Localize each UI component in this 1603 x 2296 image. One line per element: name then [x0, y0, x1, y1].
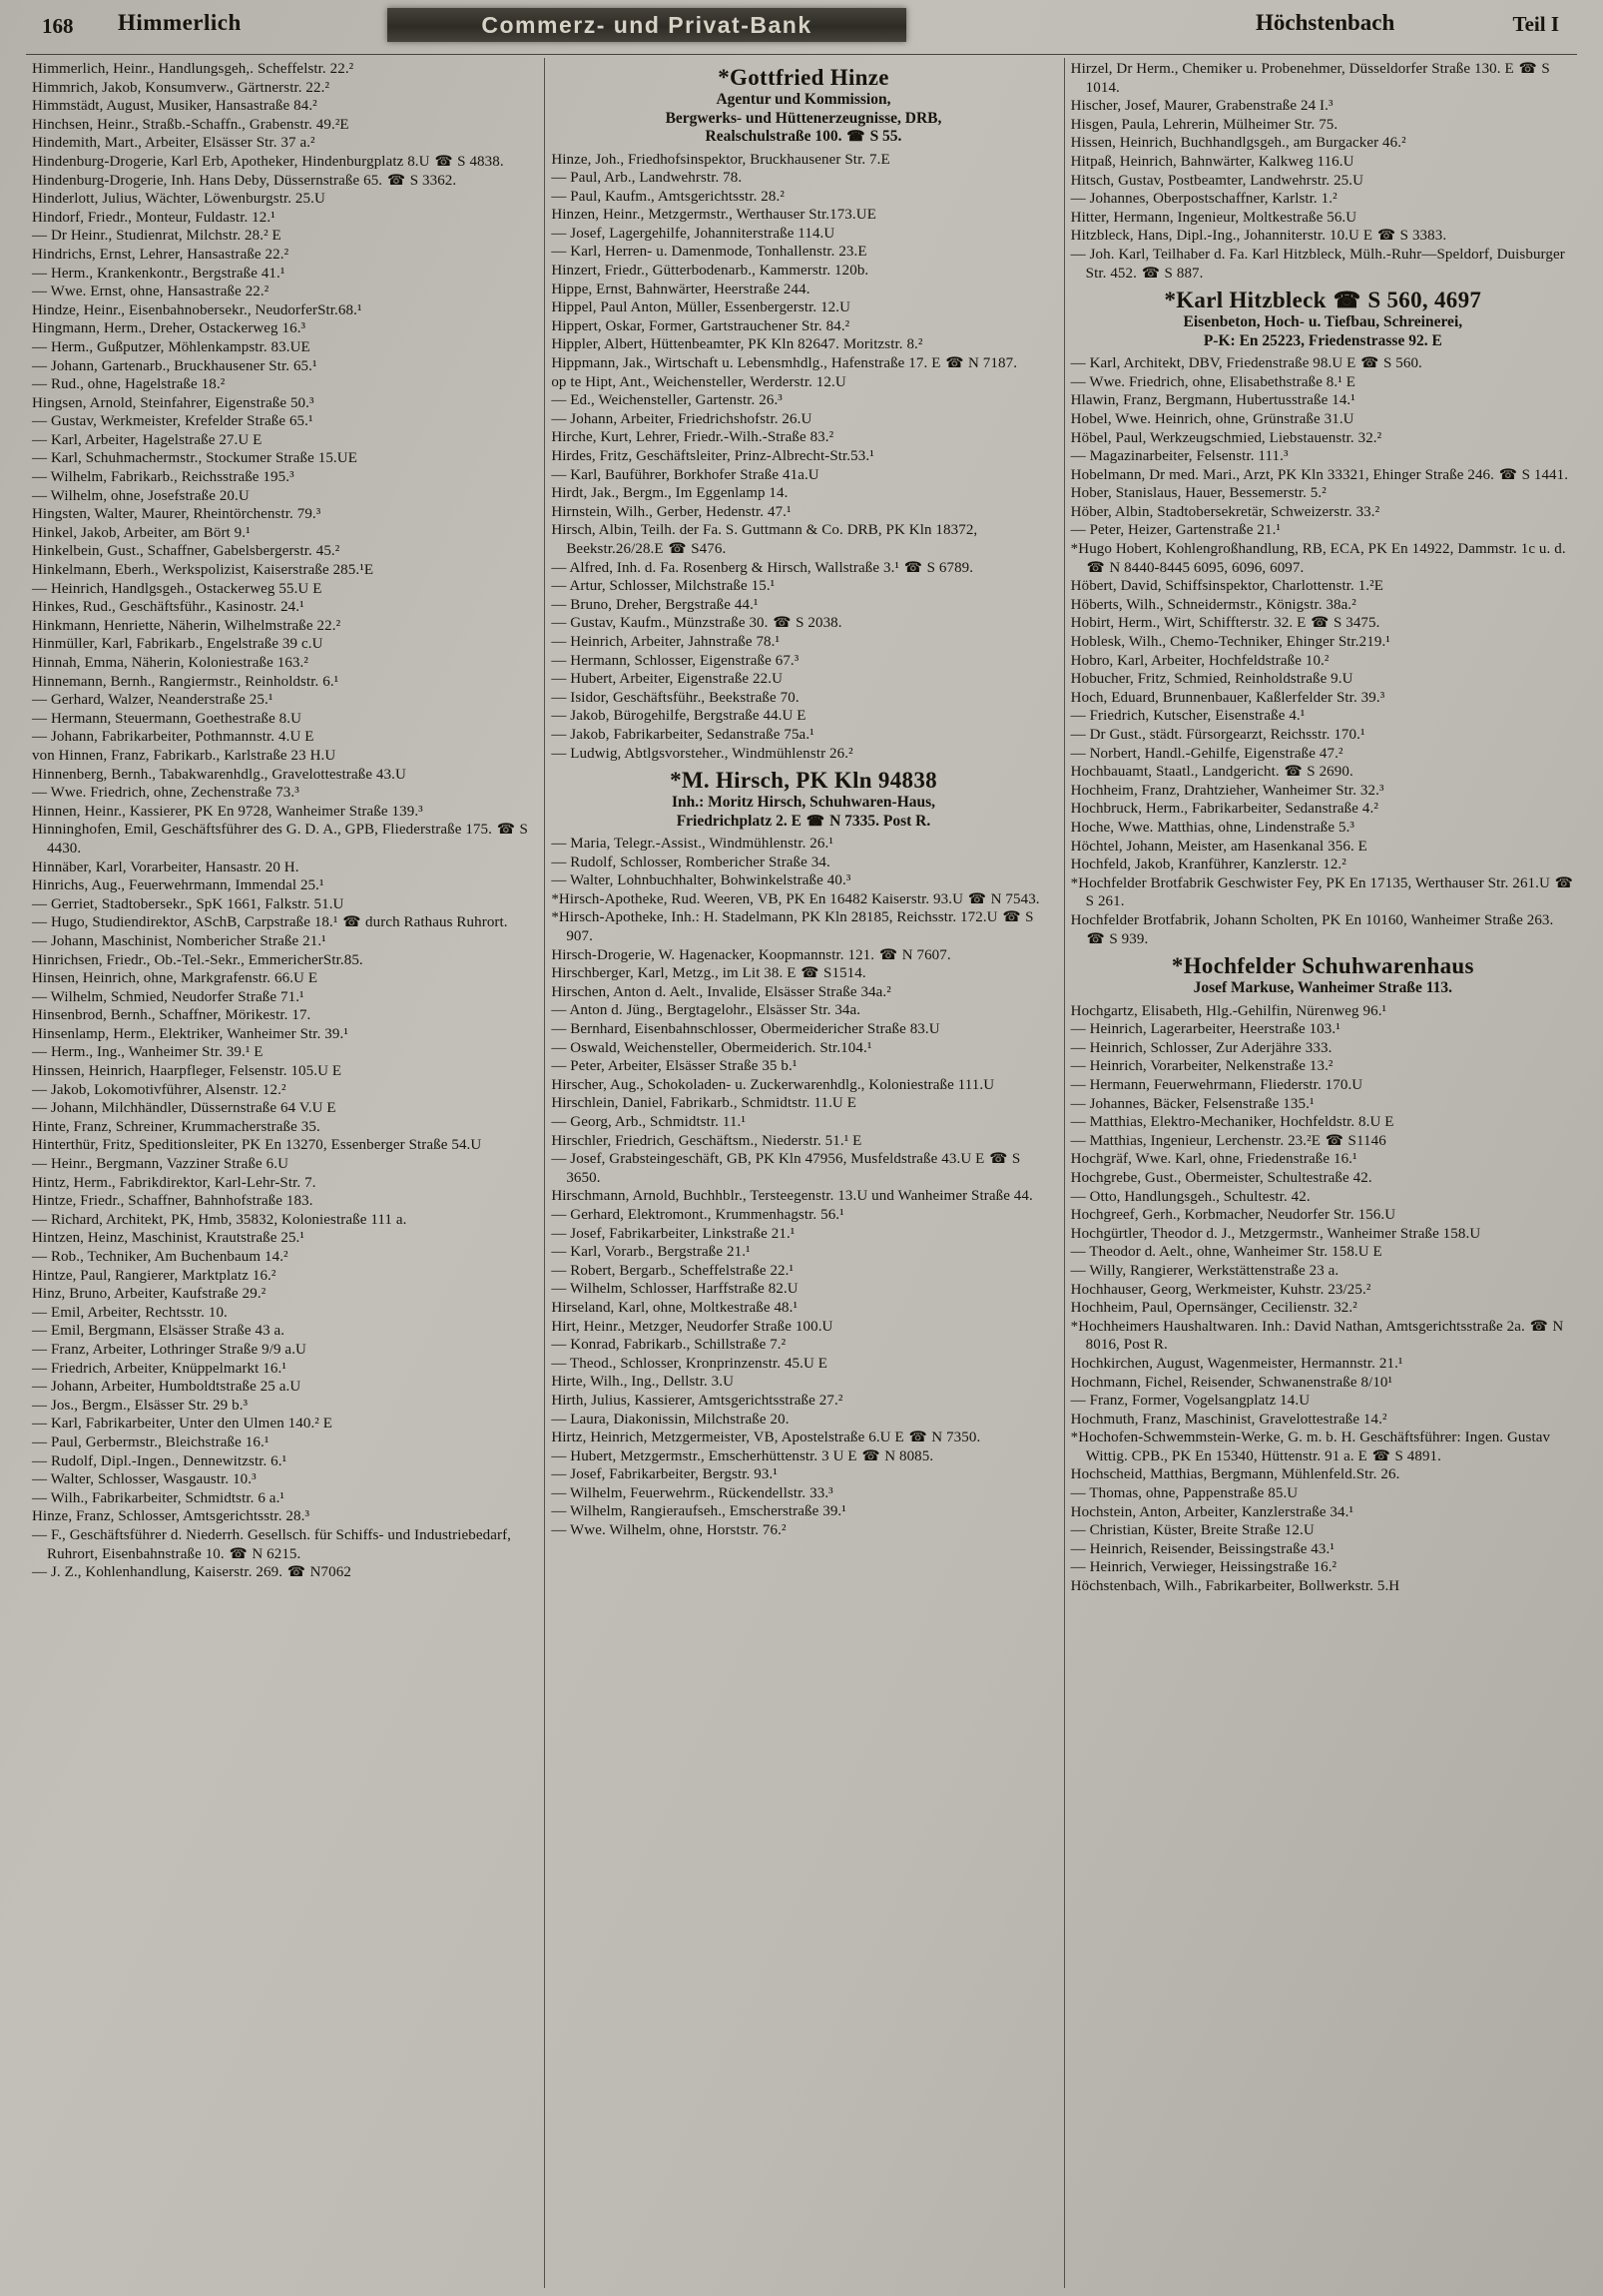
- ad-line: Bergwerks- und Hüttenerzeugnisse, DRB,: [665, 109, 942, 127]
- directory-entry: — Laura, Diakonissin, Milchstraße 20.: [551, 1411, 790, 1428]
- directory-entry: Hochbruck, Herm., Fabrikarbeiter, Sedanstraße 4.²: [1070, 801, 1378, 818]
- directory-entry: Hirscher, Aug., Schokoladen- u. Zuckerwarenhdlg., Koloniestraße 111.U: [551, 1076, 995, 1093]
- directory-entry: — Bruno, Dreher, Bergstraße 44.¹: [551, 596, 759, 613]
- directory-entry: — Oswald, Weichensteller, Obermeiderich. Str.104.¹: [551, 1039, 872, 1056]
- directory-entry: Hochkirchen, August, Wagenmeister, Hermannstr. 21.¹: [1070, 1355, 1403, 1372]
- directory-entry: Hindrichs, Ernst, Lehrer, Hansastraße 22.²: [32, 246, 289, 263]
- directory-entry: Hochgürtler, Theodor d. J., Metzgermstr., Wanheimer Straße 158.U: [1070, 1225, 1481, 1242]
- directory-entry: — Herm., Gußputzer, Möhlenkampstr. 83.UE: [32, 338, 310, 355]
- directory-entry: Hintzen, Heinz, Maschinist, Krautstraße 25.¹: [32, 1230, 304, 1247]
- directory-entry: Hinz, Bruno, Arbeiter, Kaufstraße 29.²: [32, 1286, 267, 1303]
- ad-line: Josef Markuse, Wanheimer Straße 113.: [1193, 979, 1453, 997]
- directory-entry: Hinsenbrod, Bernh., Schaffner, Mörikestr. 17.: [32, 1007, 311, 1024]
- phone-icon: ☎: [1371, 1447, 1390, 1464]
- directory-entry: Hirseland, Karl, ohne, Moltkestraße 48.¹: [551, 1299, 799, 1316]
- directory-entry: Hobirt, Herm., Wirt, Schiffterstr. 32. E ☎ S 3475.: [1070, 615, 1380, 632]
- directory-entry: Himmrich, Jakob, Konsumverw., Gärtnerstr. 22.²: [32, 79, 330, 96]
- directory-entry: — Peter, Heizer, Gartenstraße 21.¹: [1070, 522, 1282, 539]
- phone-icon: ☎: [1086, 930, 1105, 947]
- directory-entry: — Wilhelm, Fabrikarb., Reichsstraße 195.³: [32, 469, 294, 486]
- directory-entry: — J. Z., Kohlenhandlung, Kaiserstr. 269. ☎ N7062: [32, 1564, 351, 1581]
- directory-entry: Hochmuth, Franz, Maschinist, Gravelottestraße 14.²: [1070, 1411, 1387, 1428]
- directory-entry: Hoblesk, Wilh., Chemo-Techniker, Ehinger Str.219.¹: [1070, 634, 1390, 651]
- directory-entry: *Hochheimers Haushaltwaren. Inh.: David Nathan, Amtsgerichtsstraße 2a. ☎ N 8016, Post R.: [1070, 1318, 1564, 1354]
- directory-entry: — Jakob, Bürogehilfe, Bergstraße 44.U E: [551, 708, 806, 725]
- directory-entry: Hinzen, Heinr., Metzgermstr., Werthauser Str.173.UE: [551, 207, 876, 224]
- directory-entry: Hinkelbein, Gust., Schaffner, Gabelsbergerstr. 45.²: [32, 543, 340, 560]
- directory-entry: Hirschlein, Daniel, Fabrikarb., Schmidtstr. 11.U E: [551, 1095, 856, 1112]
- directory-entry: Hirt, Heinr., Metzger, Neudorfer Straße 100.U: [551, 1318, 833, 1335]
- directory-entry: — Matthias, Elektro-Mechaniker, Hochfeldstr. 8.U E: [1070, 1114, 1394, 1131]
- directory-entry: — Walter, Schlosser, Wasgaustr. 10.³: [32, 1471, 257, 1488]
- phone-icon: ☎: [878, 946, 897, 963]
- directory-entry: Hinrichsen, Friedr., Ob.-Tel.-Sekr., EmmericherStr.85.: [32, 951, 363, 968]
- column-right: [1064, 58, 1583, 2288]
- directory-entry: — Johann, Arbeiter, Friedrichshofstr. 26.U: [551, 410, 812, 427]
- directory-entry: — Karl, Schuhmachermstr., Stockumer Straße 15.UE: [32, 450, 357, 467]
- directory-entry: op te Hipt, Ant., Weichensteller, Werderstr. 12.U: [551, 373, 846, 390]
- directory-entry: Hirdt, Jak., Bergm., Im Eggenlamp 14.: [551, 485, 789, 502]
- directory-entry: — Isidor, Geschäftsführ., Beekstraße 70.: [551, 689, 800, 706]
- directory-entry: Hinnenberg, Bernh., Tabakwarenhdlg., Gravelottestraße 43.U: [32, 766, 406, 783]
- directory-entry: — Wilh., Fabrikarbeiter, Schmidtstr. 6 a.¹: [32, 1489, 285, 1506]
- phone-icon: ☎: [286, 1564, 305, 1581]
- directory-entry: — Johannes, Oberpostschaffner, Karlstr. 1.²: [1070, 191, 1337, 208]
- directory-entry: Himmstädt, August, Musiker, Hansastraße 84.²: [32, 98, 317, 115]
- directory-entry: Hochhauser, Georg, Werkmeister, Kuhstr. 23/25.²: [1070, 1281, 1371, 1298]
- directory-entry: *Hirsch-Apotheke, Rud. Weeren, VB, PK En 16482 Kaiserstr. 93.U ☎ N 7543.: [551, 890, 1040, 907]
- directory-entry: Hippmann, Jak., Wirtschaft u. Lebensmhdlg., Hafenstraße 17. E ☎ N 7187.: [551, 355, 1018, 372]
- directory-entry: — Josef, Fabrikarbeiter, Bergstr. 93.¹: [551, 1466, 778, 1483]
- running-title-left: Himmerlich: [118, 10, 242, 35]
- directory-entry: Hochmann, Fichel, Reisender, Schwanenstraße 8/10¹: [1070, 1374, 1393, 1391]
- running-title-right: Höchstenbach: [1256, 10, 1395, 35]
- directory-entry: Hirsch, Albin, Teilh. der Fa. S. Guttmann & Co. DRB, PK Kln 18372, Beekstr.26/28.E ☎ S476.: [551, 522, 978, 557]
- page-header: [0, 8, 1603, 54]
- ad-line: Agentur und Kommission,: [716, 91, 891, 108]
- directory-entry: — Johann, Milchhändler, Düssernstraße 64 V.U E: [32, 1100, 336, 1117]
- directory-entry: — Jakob, Lokomotivführer, Alsenstr. 12.²: [32, 1081, 286, 1098]
- directory-entry: — Karl, Fabrikarbeiter, Unter den Ulmen 140.² E: [32, 1416, 333, 1433]
- directory-entry: Hirsch-Drogerie, W. Hagenacker, Koopmannstr. 121. ☎ N 7607.: [551, 946, 951, 963]
- ad-block: [551, 768, 1055, 831]
- directory-entry: — Artur, Schlosser, Milchstraße 15.¹: [551, 578, 776, 595]
- phone-icon: ☎: [903, 559, 922, 576]
- directory-entry: *Hugo Hobert, Kohlengroßhandlung, RB, ECA, PK En 14922, Dammstr. 1c u. d. ☎ N 8440-8445 6095, 6096, 6097.: [1070, 541, 1566, 576]
- directory-entry: — Hugo, Studiendirektor, ASchB, Carpstraße 18.¹ ☎ durch Rathaus Ruhrort.: [32, 914, 508, 931]
- phone-icon: ☎: [342, 914, 361, 931]
- directory-entry: Höchstenbach, Wilh., Fabrikarbeiter, Bollwerkstr. 5.H: [1070, 1578, 1400, 1595]
- directory-entry: — Heinrich, Reisender, Beissingstraße 43.¹: [1070, 1540, 1335, 1557]
- directory-entry: — Wilhelm, Schmied, Neudorfer Straße 71.¹: [32, 988, 304, 1005]
- directory-entry: Hinkmann, Henriette, Näherin, Wilhelmstraße 22.²: [32, 617, 341, 634]
- directory-entry: — Heinr., Bergmann, Vazziner Straße 6.U: [32, 1156, 289, 1173]
- directory-entry: Hoch, Eduard, Brunnenbauer, Kaßlerfelder Str. 39.³: [1070, 689, 1385, 706]
- directory-entry: — Emil, Bergmann, Elsässer Straße 43 a.: [32, 1323, 285, 1340]
- header-divider: [26, 54, 1577, 55]
- directory-entry: Hinkes, Rud., Geschäftsführ., Kasinostr. 24.¹: [32, 599, 304, 616]
- directory-entry: — Johannes, Bäcker, Felsenstraße 135.¹: [1070, 1095, 1315, 1112]
- phone-icon: ☎: [773, 615, 792, 632]
- bank-ad-banner: Commerz- und Privat-Bank: [387, 8, 906, 42]
- column-left: [26, 58, 544, 2288]
- directory-entry: — Gustav, Werkmeister, Krefelder Straße 65.¹: [32, 413, 313, 430]
- directory-entry: — Karl, Bauführer, Borkhofer Straße 41a.U: [551, 466, 819, 483]
- directory-entry: — Bernhard, Eisenbahnschlosser, Obermeidericher Straße 83.U: [551, 1021, 940, 1038]
- directory-entry: — Ludwig, Abtlgsvorsteher., Windmühlenstr 26.²: [551, 745, 853, 762]
- directory-entry: Hinninghofen, Emil, Geschäftsführer des G. D. A., GPB, Fliederstraße 175. ☎ S 4430.: [32, 822, 528, 857]
- directory-entry: — Rudolf, Schlosser, Rombericher Straße 34.: [551, 854, 830, 870]
- directory-entry: Hirschen, Anton d. Aelt., Invalide, Elsässer Straße 34a.²: [551, 983, 891, 1000]
- directory-entry: Hintze, Friedr., Schaffner, Bahnhofstraße 183.: [32, 1193, 313, 1210]
- directory-entry: Hindze, Heinr., Eisenbahnobersekr., NeudorferStr.68.¹: [32, 301, 362, 318]
- directory-entry: — Karl, Architekt, DBV, Friedenstraße 98.U E ☎ S 560.: [1070, 355, 1422, 372]
- phone-icon: ☎: [1325, 1132, 1343, 1149]
- directory-entry: — Hubert, Metzgermstr., Emscherhüttenstr. 3 U E ☎ N 8085.: [551, 1447, 934, 1464]
- directory-entry: Hinkel, Jakob, Arbeiter, am Bört 9.¹: [32, 524, 251, 541]
- phone-icon: ☎: [989, 1151, 1008, 1168]
- directory-entry: Höchtel, Johann, Meister, am Hasenkanal 356. E: [1070, 838, 1367, 855]
- directory-entry: — Josef, Fabrikarbeiter, Linkstraße 21.¹: [551, 1225, 796, 1242]
- directory-entry: Hindemith, Mart., Arbeiter, Elsässer Str. 37 a.²: [32, 135, 315, 152]
- directory-entry: Hirdes, Fritz, Geschäftsleiter, Prinz-Albrecht-Str.53.¹: [551, 448, 874, 464]
- ad-title: *M. Hirsch, PK Kln 94838: [670, 768, 937, 794]
- directory-entry: — Hermann, Schlosser, Eigenstraße 67.³: [551, 652, 800, 669]
- directory-entry: — Wwe. Friedrich, ohne, Elisabethstraße 8.¹ E: [1070, 373, 1355, 390]
- phone-icon: ☎: [1360, 355, 1379, 372]
- phone-icon: ☎: [1554, 874, 1573, 891]
- phone-icon: ☎: [945, 355, 964, 372]
- phone-icon: ☎: [908, 1430, 927, 1446]
- directory-entry: Hitter, Hermann, Ingenieur, Moltkestraße 56.U: [1070, 209, 1357, 226]
- phone-icon: ☎: [1376, 228, 1395, 245]
- directory-entry: Hirschmann, Arnold, Buchhblr., Tersteegenstr. 13.U und Wanheimer Straße 44.: [551, 1188, 1033, 1205]
- directory-entry: — Hubert, Arbeiter, Eigenstraße 22.U: [551, 671, 784, 688]
- directory-entry: Hinnemann, Bernh., Rangiermstr., Reinholdstr. 6.¹: [32, 673, 339, 690]
- directory-entry: — Norbert, Handl.-Gehilfe, Eigenstraße 47.²: [1070, 745, 1343, 762]
- directory-entry: Hirschberger, Karl, Metzg., im Lit 38. E ☎ S1514.: [551, 965, 866, 982]
- directory-entry: — Johann, Arbeiter, Humboldtstraße 25 a.U: [32, 1379, 301, 1396]
- directory-entry: Hirth, Julius, Kassierer, Amtsgerichtsstraße 27.²: [551, 1392, 843, 1409]
- directory-entry: — Friedrich, Kutscher, Eisenstraße 4.¹: [1070, 708, 1306, 725]
- directory-entry: Hochscheid, Matthias, Bergmann, Mühlenfeld.Str. 26.: [1070, 1466, 1400, 1483]
- directory-entry: Hochfelder Brotfabrik, Johann Scholten, PK En 10160, Wanheimer Straße 263. ☎ S 939.: [1070, 911, 1554, 947]
- phone-icon: ☎: [387, 172, 405, 189]
- directory-entry: Hochstein, Anton, Arbeiter, Kanzlerstraße 34.¹: [1070, 1503, 1354, 1520]
- directory-entry: Hinnäber, Karl, Vorarbeiter, Hansastr. 20 H.: [32, 859, 299, 875]
- directory-entry: Hitzbleck, Hans, Dipl.-Ing., Johanniterstr. 10.U E ☎ S 3383.: [1070, 228, 1447, 245]
- directory-entry: — F., Geschäftsführer d. Niederrh. Gesellsch. für Schiffs- und Industriebedarf, Ruhrort, Eisenbahnstraße 10. ☎ N 6215.: [32, 1526, 512, 1562]
- page-number: 168: [42, 14, 74, 38]
- directory-entry: von Hinnen, Franz, Fabrikarb., Karlstraße 23 H.U: [32, 747, 336, 764]
- directory-entry: — Johann, Gartenarb., Bruckhausener Str. 65.¹: [32, 357, 317, 374]
- directory-entry: — Paul, Arb., Landwehrstr. 78.: [551, 170, 743, 187]
- ad-title: *Gottfried Hinze: [718, 65, 889, 90]
- directory-entry: Hisgen, Paula, Lehrerin, Mülheimer Str. 75.: [1070, 116, 1338, 133]
- directory-entry: Hinssen, Heinrich, Haarpfleger, Felsenstr. 105.U E: [32, 1063, 342, 1080]
- directory-entry: Hochheim, Paul, Opernsänger, Cecilienstr. 32.²: [1070, 1300, 1357, 1317]
- directory-entry: *Hirsch-Apotheke, Inh.: H. Stadelmann, PK Kln 28185, Reichsstr. 172.U ☎ S 907.: [551, 909, 1034, 945]
- ad-block: [1071, 953, 1575, 998]
- phone-icon: ☎: [434, 153, 453, 170]
- directory-entry: — Konrad, Fabrikarb., Schillstraße 7.²: [551, 1337, 787, 1354]
- directory-entry: Hintze, Paul, Rangierer, Marktplatz 16.²: [32, 1267, 276, 1284]
- directory-entry: Hobucher, Fritz, Schmied, Reinholdstraße 9.U: [1070, 671, 1353, 688]
- directory-entry: — Wwe. Wilhelm, ohne, Horststr. 76.²: [551, 1522, 787, 1539]
- phone-icon: ☎: [668, 540, 687, 557]
- directory-entry: — Josef, Grabsteingeschäft, GB, PK Kln 47956, Musfeldstraße 43.U E ☎ S 3650.: [551, 1151, 1021, 1186]
- directory-entry: Hinmüller, Karl, Fabrikarb., Engelstraße 39 c.U: [32, 636, 323, 653]
- directory-entry: — Wilhelm, Schlosser, Harffstraße 82.U: [551, 1281, 799, 1298]
- directory-entry: — Wwe. Ernst, ohne, Hansastraße 22.²: [32, 284, 269, 300]
- directory-entry: — Theod., Schlosser, Kronprinzenstr. 45.U E: [551, 1355, 828, 1372]
- directory-entry: Hirnstein, Wilh., Gerber, Hedenstr. 47.¹: [551, 503, 792, 520]
- ad-line: Inh.: Moritz Hirsch, Schuhwaren-Haus,: [671, 794, 936, 812]
- directory-entry: Hinze, Joh., Friedhofsinspektor, Bruckhausener Str. 7.E: [551, 151, 890, 168]
- directory-entry: — Rudolf, Dipl.-Ingen., Dennewitzstr. 6.¹: [32, 1452, 287, 1469]
- ad-title: *Karl Hitzbleck ☎ S 560, 4697: [1164, 287, 1482, 313]
- directory-entry: — Heinrich, Handlgsgeh., Ostackerweg 55.U E: [32, 580, 322, 597]
- directory-entry: Hobro, Karl, Arbeiter, Hochfeldstraße 10.²: [1070, 652, 1330, 669]
- phone-icon: ☎: [1498, 466, 1517, 483]
- directory-entry: Hinchsen, Heinr., Straßb.-Schaffn., Grabenstr. 49.²E: [32, 116, 349, 133]
- directory-entry: Hischer, Josef, Maurer, Grabenstraße 24 I.³: [1070, 98, 1334, 115]
- directory-entry: Höbel, Paul, Werkzeugschmied, Liebstauenstr. 32.²: [1070, 429, 1382, 446]
- ad-line: Realschulstraße 100. ☎ S 55.: [705, 128, 902, 145]
- directory-entry: — Johann, Fabrikarbeiter, Pothmannstr. 4.U E: [32, 729, 314, 746]
- directory-entry: — Georg, Arb., Schmidtstr. 11.¹: [551, 1114, 747, 1130]
- directory-entry: — Paul, Gerbermstr., Bleichstraße 16.¹: [32, 1434, 269, 1450]
- directory-entry: — Anton d. Jüng., Bergtagelohr., Elsässer Str. 34a.: [551, 1002, 861, 1019]
- ad-title: *Hochfelder Schuhwarenhaus: [1171, 953, 1474, 979]
- directory-entry: Hirschler, Friedrich, Geschäftsm., Niederstr. 51.¹ E: [551, 1132, 862, 1149]
- directory-entry: — Hermann, Steuermann, Goethestraße 8.U: [32, 710, 302, 727]
- phone-icon: ☎: [861, 1447, 880, 1464]
- phone-icon: ☎: [1311, 615, 1330, 632]
- directory-entry: Hingmann, Herm., Dreher, Ostackerweg 16.³: [32, 320, 306, 337]
- ad-line: Friedrichplatz 2. E ☎ N 7335. Post R.: [676, 812, 931, 830]
- directory-entry: *Hochofen-Schwemmstein-Werke, G. m. b. H. Geschäftsführer: Ingen. Gustav Wittig. CPB., PK En 15340, Hüttenstr. 91 a. E ☎ S 4891.: [1070, 1430, 1551, 1464]
- directory-entry: — Magazinarbeiter, Felsenstr. 111.³: [1070, 448, 1289, 465]
- column-middle: [544, 58, 1063, 2288]
- directory-entry: Hippert, Oskar, Former, Gartstrauchener Str. 84.²: [551, 317, 850, 334]
- ad-block: [551, 65, 1055, 147]
- directory-entry: Hochgreef, Gerh., Korbmacher, Neudorfer Str. 156.U: [1070, 1207, 1396, 1224]
- directory-entry: Hirte, Wilh., Ing., Dellstr. 3.U: [551, 1374, 735, 1391]
- directory-entry: — Gustav, Kaufm., Münzstraße 30. ☎ S 2038.: [551, 615, 842, 632]
- columns-container: [26, 58, 1583, 2288]
- directory-entry: Hindorf, Friedr., Monteur, Fuldastr. 12.¹: [32, 209, 275, 226]
- directory-entry: — Karl, Arbeiter, Hagelstraße 27.U E: [32, 431, 263, 448]
- directory-entry: Hitpaß, Heinrich, Bahnwärter, Kalkweg 116.U: [1070, 153, 1354, 170]
- directory-entry: — Heinrich, Schlosser, Zur Aderjähre 333.: [1070, 1039, 1333, 1056]
- directory-entry: — Dr Heinr., Studienrat, Milchstr. 28.² E: [32, 228, 281, 245]
- phone-icon: ☎: [801, 965, 819, 982]
- directory-entry: — Herm., Ing., Wanheimer Str. 39.¹ E: [32, 1044, 264, 1061]
- directory-entry: Höberts, Wilh., Schneidermstr., Königstr. 38a.²: [1070, 596, 1356, 613]
- directory-entry: Hinzert, Friedr., Gütterbodenarb., Kammerstr. 120b.: [551, 263, 869, 280]
- phone-icon: ☎: [1002, 909, 1021, 926]
- directory-entry: — Rob., Techniker, Am Buchenbaum 14.²: [32, 1249, 288, 1265]
- directory-entry: — Gerriet, Stadtobersekr., SpK 1661, Falkstr. 51.U: [32, 895, 344, 912]
- directory-entry: Hippler, Albert, Hüttenbeamter, PK Kln 82647. Moritzstr. 8.²: [551, 336, 923, 353]
- directory-entry: — Peter, Arbeiter, Elsässer Straße 35 b.¹: [551, 1058, 798, 1075]
- directory-entry: Hinte, Franz, Schreiner, Krummacherstraße 35.: [32, 1118, 320, 1135]
- directory-entry: Hinkelmann, Eberh., Werkspolizist, Kaiserstraße 285.¹E: [32, 562, 374, 579]
- phone-icon: ☎: [1141, 265, 1160, 282]
- directory-entry: Hinnah, Emma, Näherin, Koloniestraße 163.²: [32, 655, 308, 671]
- directory-entry: Hinsenlamp, Herm., Elektriker, Wanheimer Str. 39.¹: [32, 1025, 348, 1042]
- directory-entry: — Robert, Bergarb., Scheffelstraße 22.¹: [551, 1262, 795, 1279]
- directory-entry: — Emil, Arbeiter, Rechtsstr. 10.: [32, 1304, 228, 1321]
- directory-entry: Hirzel, Dr Herm., Chemiker u. Probenehmer, Düsseldorfer Straße 130. E ☎ S 1014.: [1070, 61, 1550, 96]
- directory-entry: — Jos., Bergm., Elsässer Str. 29 b.³: [32, 1397, 249, 1414]
- directory-entry: — Friedrich, Arbeiter, Knüppelmarkt 16.¹: [32, 1360, 286, 1377]
- directory-entry: — Hermann, Feuerwehrmann, Fliederstr. 170.U: [1070, 1077, 1363, 1093]
- part-label: Teil I: [1512, 12, 1559, 36]
- directory-entry: — Wilhelm, Feuerwehrm., Rückendellstr. 33.³: [551, 1484, 833, 1501]
- directory-entry: Hlawin, Franz, Bergmann, Hubertusstraße 14.¹: [1070, 392, 1355, 409]
- directory-entry: — Ed., Weichensteller, Gartenstr. 26.³: [551, 392, 783, 409]
- directory-entry: Hippel, Paul Anton, Müller, Essenbergerstr. 12.U: [551, 299, 851, 316]
- directory-entry: Höbert, David, Schiffsinspektor, Charlottenstr. 1.²E: [1070, 578, 1384, 595]
- ad-line: Eisenbeton, Hoch- u. Tiefbau, Schreinerei,: [1183, 313, 1463, 331]
- directory-entry: Hinrichs, Aug., Feuerwehrmann, Immendal 25.¹: [32, 877, 324, 894]
- directory-entry: — Walter, Lohnbuchhalter, Bohwinkelstraße 40.³: [551, 872, 851, 889]
- directory-entry: Hissen, Heinrich, Buchhandlgsgeh., am Burgacker 46.²: [1070, 135, 1406, 152]
- directory-entry: — Heinrich, Vorarbeiter, Nelkenstraße 13.²: [1070, 1058, 1334, 1075]
- phone-icon: ☎: [805, 813, 825, 830]
- phone-icon: ☎: [1333, 288, 1361, 313]
- directory-entry: — Josef, Lagergehilfe, Johanniterstraße 114.U: [551, 225, 835, 242]
- directory-entry: Hippe, Ernst, Bahnwärter, Heerstraße 244.: [551, 281, 810, 297]
- directory-entry: — Karl, Herren- u. Damenmode, Tonhallenstr. 23.E: [551, 244, 867, 261]
- phone-icon: ☎: [1529, 1318, 1548, 1335]
- directory-entry: — Franz, Former, Vogelsangplatz 14.U: [1070, 1393, 1311, 1410]
- phone-icon: ☎: [1284, 764, 1303, 781]
- phone-icon: ☎: [229, 1545, 248, 1562]
- directory-entry: — Gerhard, Elektromont., Krummenhagstr. 56.¹: [551, 1206, 844, 1223]
- directory-entry: Hobelmann, Dr med. Mari., Arzt, PK Kln 33321, Ehinger Straße 246. ☎ S 1441.: [1070, 466, 1569, 483]
- directory-entry: Hindenburg-Drogerie, Inh. Hans Deby, Düssernstraße 65. ☎ S 3362.: [32, 172, 457, 189]
- directory-entry: Hingsen, Arnold, Steinfahrer, Eigenstraße 50.³: [32, 394, 314, 411]
- directory-entry: Hitsch, Gustav, Postbeamter, Landwehrstr. 25.U: [1070, 172, 1364, 189]
- directory-entry: — Joh. Karl, Teilhaber d. Fa. Karl Hitzbleck, Mülh.-Ruhr—Speldorf, Duisburger Str. 452. ☎ S 887.: [1070, 246, 1565, 282]
- directory-entry: Hochheim, Franz, Drahtzieher, Wanheimer Str. 32.³: [1070, 782, 1384, 799]
- directory-entry: Himmerlich, Heinr., Handlungsgeh,. Scheffelstr. 22.²: [32, 61, 354, 77]
- directory-entry: — Karl, Vorarb., Bergstraße 21.¹: [551, 1244, 751, 1261]
- directory-entry: — Christian, Küster, Breite Straße 12.U: [1070, 1522, 1315, 1539]
- directory-entry: — Heinrich, Verwieger, Heissingstraße 16.²: [1070, 1559, 1337, 1576]
- directory-entry: — Rud., ohne, Hagelstraße 18.²: [32, 376, 226, 393]
- directory-entry: — Alfred, Inh. d. Fa. Rosenberg & Hirsch, Wallstraße 3.¹ ☎ S 6789.: [551, 559, 974, 576]
- directory-entry: Hirche, Kurt, Lehrer, Friedr.-Wilh.-Straße 83.²: [551, 429, 834, 446]
- directory-entry: — Herm., Krankenkontr., Bergstraße 41.¹: [32, 265, 285, 282]
- directory-entry: Hobel, Wwe. Heinrich, ohne, Grünstraße 31.U: [1070, 410, 1354, 427]
- phone-icon: ☎: [496, 822, 515, 839]
- directory-entry: — Wilhelm, Rangieraufseh., Emscherstraße 39.¹: [551, 1503, 846, 1520]
- directory-entry: — Richard, Architekt, PK, Hmb, 35832, Koloniestraße 111 a.: [32, 1211, 407, 1228]
- directory-entry: — Thomas, ohne, Pappenstraße 85.U: [1070, 1485, 1299, 1502]
- phone-icon: ☎: [967, 890, 986, 907]
- directory-entry: — Maria, Telegr.-Assist., Windmühlenstr. 26.¹: [551, 836, 833, 853]
- directory-entry: — Heinrich, Lagerarbeiter, Heerstraße 103.¹: [1070, 1021, 1340, 1038]
- directory-entry: Hochbauamt, Staatl., Landgericht. ☎ S 2690.: [1070, 764, 1353, 781]
- directory-entry: Hochgräf, Wwe. Karl, ohne, Friedenstraße 16.¹: [1070, 1151, 1357, 1168]
- directory-entry: Hinnen, Heinr., Kassierer, PK En 9728, Wanheimer Straße 139.³: [32, 803, 423, 820]
- directory-entry: Hinsen, Heinrich, ohne, Markgrafenstr. 66.U E: [32, 970, 318, 987]
- directory-entry: *Hochfelder Brotfabrik Geschwister Fey, PK En 17135, Werthauser Str. 261.U ☎ S 261.: [1070, 874, 1573, 910]
- phone-icon: ☎: [1086, 559, 1105, 576]
- phone-icon: ☎: [846, 129, 865, 145]
- directory-entry: — Franz, Arbeiter, Lothringer Straße 9/9 a.U: [32, 1341, 306, 1358]
- ad-block: [1071, 287, 1575, 350]
- directory-entry: — Willy, Rangierer, Werkstättenstraße 23 a.: [1070, 1262, 1339, 1279]
- directory-entry: Hinderlott, Julius, Wächter, Löwenburgstr. 25.U: [32, 191, 325, 208]
- directory-entry: — Matthias, Ingenieur, Lerchenstr. 23.²E ☎ S1146: [1070, 1132, 1386, 1149]
- phone-icon: ☎: [1518, 61, 1537, 77]
- directory-entry: — Wwe. Friedrich, ohne, Zechenstraße 73.³: [32, 785, 299, 802]
- directory-entry: Hindenburg-Drogerie, Karl Erb, Apotheker, Hindenburgplatz 8.U ☎ S 4838.: [32, 153, 504, 170]
- directory-entry: Hochfeld, Jakob, Kranführer, Kanzlerstr. 12.²: [1070, 857, 1346, 873]
- directory-entry: Hintz, Herm., Fabrikdirektor, Karl-Lehr-Str. 7.: [32, 1174, 316, 1191]
- directory-entry: — Johann, Maschinist, Nombericher Straße 21.¹: [32, 932, 326, 949]
- directory-entry: Hober, Stanislaus, Hauer, Bessemerstr. 5.²: [1070, 485, 1327, 502]
- directory-entry: Hinze, Franz, Schlosser, Amtsgerichtsstr. 28.³: [32, 1508, 310, 1525]
- directory-entry: Hirtz, Heinrich, Metzgermeister, VB, Apostelstraße 6.U E ☎ N 7350.: [551, 1430, 981, 1446]
- directory-entry: — Wilhelm, ohne, Josefstraße 20.U: [32, 487, 250, 504]
- directory-entry: — Otto, Handlungsgeh., Schultestr. 42.: [1070, 1188, 1311, 1205]
- directory-entry: Hingsten, Walter, Maurer, Rheintörchenstr. 79.³: [32, 506, 321, 523]
- directory-entry: Hinterthür, Fritz, Speditionsleiter, PK En 13270, Essenberger Straße 54.U: [32, 1137, 482, 1154]
- directory-entry: Hoche, Wwe. Matthias, ohne, Lindenstraße 5.³: [1070, 819, 1355, 836]
- directory-entry: Höber, Albin, Stadtobersekretär, Schweizerstr. 33.²: [1070, 503, 1380, 520]
- ad-line: P-K: En 25223, Friedenstrasse 92. E: [1203, 331, 1442, 349]
- directory-entry: — Theodor d. Aelt., ohne, Wanheimer Str. 158.U E: [1070, 1244, 1382, 1261]
- directory-entry: — Dr Gust., städt. Fürsorgearzt, Reichsstr. 170.¹: [1070, 727, 1365, 743]
- directory-entry: — Jakob, Fabrikarbeiter, Sedanstraße 75a.¹: [551, 726, 814, 743]
- directory-entry: — Heinrich, Arbeiter, Jahnstraße 78.¹: [551, 633, 781, 650]
- directory-entry: — Gerhard, Walzer, Neanderstraße 25.¹: [32, 692, 273, 709]
- directory-entry: Hochgartz, Elisabeth, Hlg.-Gehilfin, Nürenweg 96.¹: [1070, 1002, 1387, 1019]
- directory-entry: — Paul, Kaufm., Amtsgerichtsstr. 28.²: [551, 188, 785, 205]
- directory-entry: Hochgrebe, Gust., Obermeister, Schultestraße 42.: [1070, 1169, 1372, 1186]
